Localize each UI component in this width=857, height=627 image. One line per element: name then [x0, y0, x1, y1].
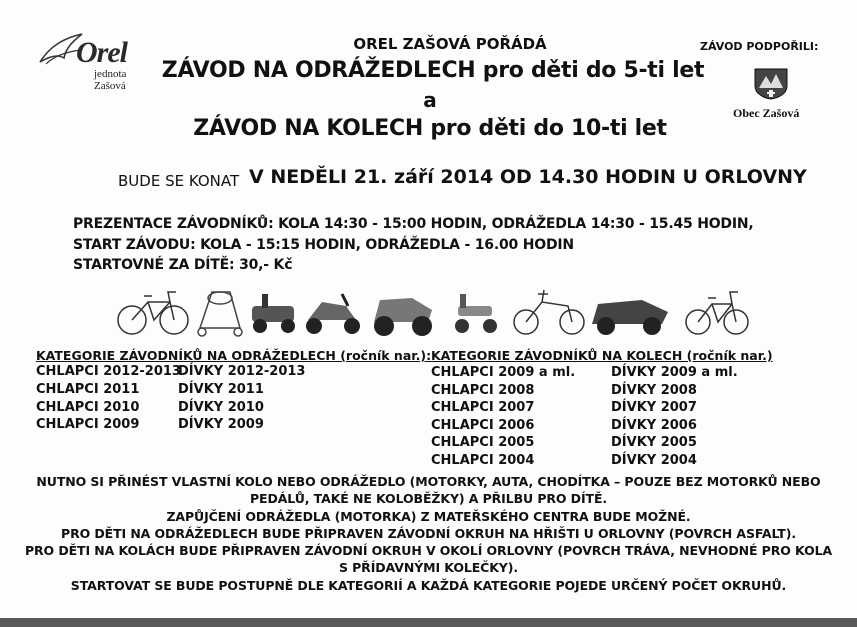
ride-on-motorbike-icon	[306, 294, 360, 334]
title-line-1: ZÁVOD NA ODRÁŽEDLECH pro děti do 5-ti let	[161, 58, 705, 83]
quad-bike-icon	[374, 298, 432, 336]
category-girls: DÍVKY 2005	[611, 435, 697, 450]
category-heading-bikes: KATEGORIE ZÁVODNÍKŮ NA KOLECH (ročník nar.)	[431, 348, 773, 363]
walker-icon	[198, 292, 242, 336]
category-girls: DÍVKY 2011	[178, 382, 264, 397]
date-prefix: BUDE SE KONAT	[118, 172, 240, 190]
note-start-order: STARTOVAT SE BUDE POSTUPNĚ DLE KATEGORIÍ A KAŽDÁ KATEGORIE POJEDE URČENÝ POČET OKRUHŮ.	[70, 578, 787, 593]
municipal-crest-icon	[754, 68, 788, 100]
note-bike-track-cont: S PŘÍDAVNÝMI KOLEČKY).	[338, 560, 519, 575]
category-boys: CHLAPCI 2009 a ml.	[431, 365, 576, 380]
note-rental: ZAPŮJČENÍ ODRÁŽEDLA (MOTORKA) Z MATEŘSKÉHO CENTRA BUDE MOŽNÉ.	[166, 509, 691, 524]
category-boys: CHLAPCI 2005	[431, 435, 535, 450]
category-boys: CHLAPCI 2008	[431, 383, 535, 398]
start-times: START ZÁVODU: KOLA - 15:15 HODIN, ODRÁŽEDLA - 16.00 HODIN	[73, 237, 574, 253]
logo-wordmark: Orel	[76, 36, 127, 69]
category-girls: DÍVKY 2009	[178, 417, 264, 432]
bottom-edge	[0, 618, 857, 627]
balance-bike-icon	[514, 290, 584, 334]
category-girls: DÍVKY 2012-2013	[178, 364, 306, 379]
kids-quad-icon	[592, 300, 668, 335]
bicycle-2-icon	[686, 292, 748, 334]
category-girls: DÍVKY 2010	[178, 400, 264, 415]
category-boys: CHLAPCI 2012-2013	[36, 364, 181, 379]
category-girls: DÍVKY 2008	[611, 383, 697, 398]
organizer: OREL ZAŠOVÁ POŘÁDÁ	[353, 35, 547, 53]
category-girls: DÍVKY 2006	[611, 418, 697, 433]
note-balance-track: PRO DĚTI NA ODRÁŽEDLECH BUDE PŘIPRAVEN ZÁVODNÍ OKRUH NA HŘIŠTI U ORLOVNY (POVRCH ASFALT).	[61, 526, 796, 541]
category-boys: CHLAPCI 2006	[431, 418, 535, 433]
registration-times: PREZENTACE ZÁVODNÍKŮ: KOLA 14:30 - 15:00 HODIN, ODRÁŽEDLA 14:30 - 15.45 HODIN,	[73, 216, 754, 232]
note-bring-own-cont: PEDÁLŮ, TAKÉ NE KOLOBĚŽKY) A PŘILBU PRO DÍTĚ.	[249, 491, 608, 506]
event-date: V NEDĚLI 21. září 2014 OD 14.30 HODIN U ORLOVNY	[249, 166, 807, 188]
entry-fee: STARTOVNÉ ZA DÍTĚ: 30,- Kč	[73, 257, 293, 273]
bicycle-icon	[118, 292, 188, 334]
category-boys: CHLAPCI 2011	[36, 382, 140, 397]
vehicles-illustration	[112, 280, 762, 342]
category-boys: CHLAPCI 2010	[36, 400, 140, 415]
logo-subtitle: jednota Zašová	[94, 68, 127, 92]
title-line-2: ZÁVOD NA KOLECH pro děti do 10-ti let	[193, 116, 667, 141]
category-girls: DÍVKY 2009 a ml.	[611, 365, 738, 380]
sponsor-name: Obec Zašová	[733, 106, 800, 120]
category-girls: DÍVKY 2004	[611, 453, 697, 468]
category-boys: CHLAPCI 2009	[36, 417, 140, 432]
title-conjunction: a	[423, 88, 437, 112]
category-boys: CHLAPCI 2007	[431, 400, 535, 415]
category-girls: DÍVKY 2007	[611, 400, 697, 415]
category-heading-balance-bikes: KATEGORIE ZÁVODNÍKŮ NA ODRÁŽEDLECH (ročník nar.):	[36, 348, 432, 363]
ride-on-car-icon	[252, 294, 295, 333]
balance-bike-small-icon	[455, 294, 497, 333]
note-bring-own: NUTNO SI PŘINÉST VLASTNÍ KOLO NEBO ODRÁŽEDLO (MOTORKY, AUTA, CHODÍTKA – POUZE BEZ MOTORKŮ NEBO	[36, 474, 821, 489]
note-bike-track: PRO DĚTI NA KOLÁCH BUDE PŘIPRAVEN ZÁVODNÍ OKRUH V OKOLÍ ORLOVNY (POVRCH TRÁVA, NEVHODNÉ PRO KOLA	[24, 543, 833, 558]
category-boys: CHLAPCI 2004	[431, 453, 535, 468]
sponsor-label: ZÁVOD PODPOŘILI:	[700, 40, 819, 53]
